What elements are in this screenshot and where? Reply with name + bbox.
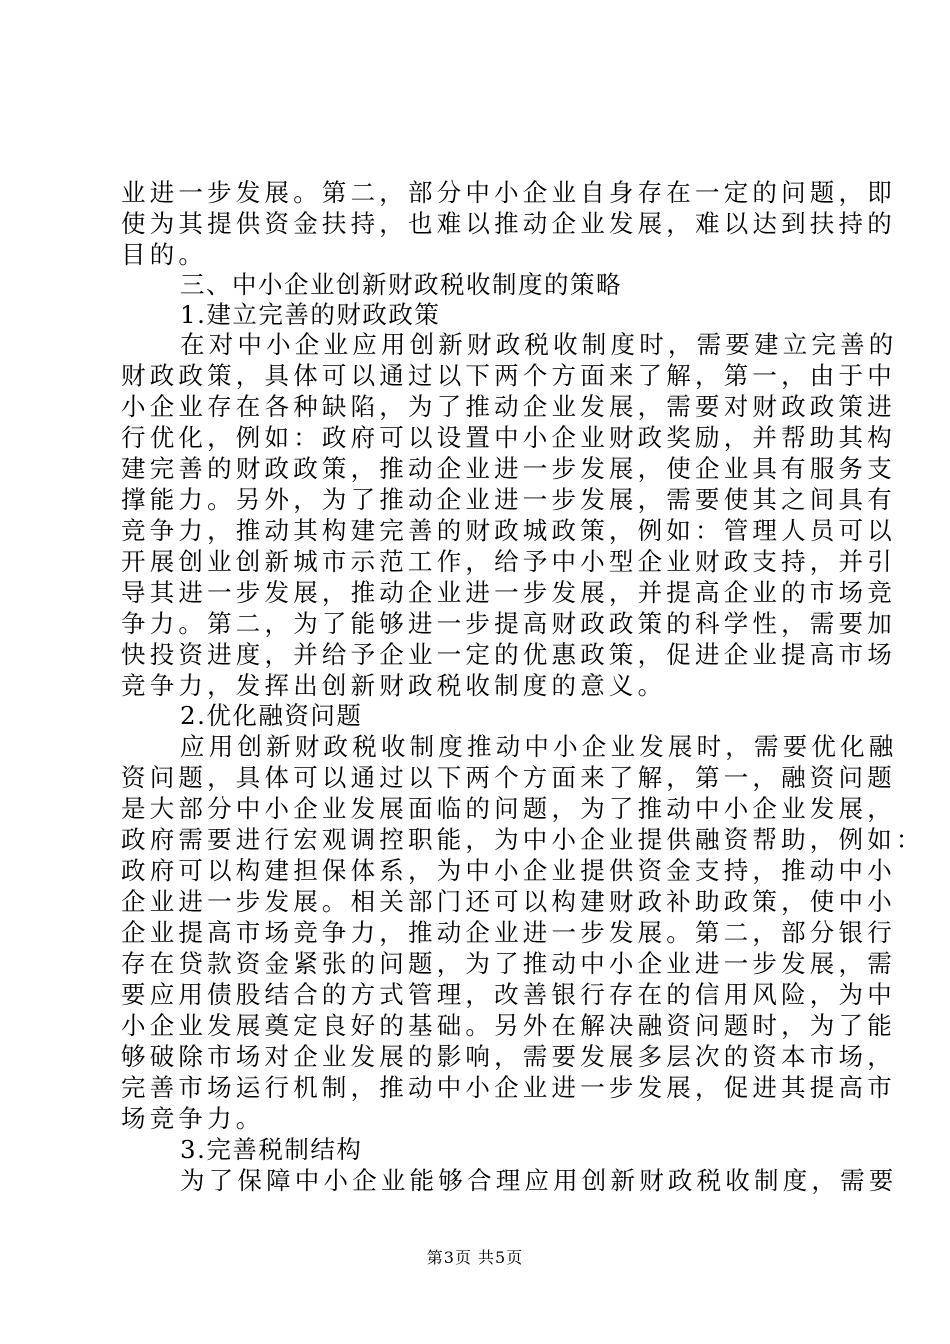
paragraph-2-line-7: 竞争力，推动其构建完善的财政城政策，例如：管理人员可以	[121, 516, 896, 545]
paragraph-3-line-1: 应用创新财政税收制度推动中小企业发展时，需要优化融	[180, 732, 898, 761]
paragraph-2-line-10: 争力。第二，为了能够进一步提高财政政策的科学性，需要加	[121, 609, 896, 638]
paragraph-2-line-1: 在对中小企业应用创新财政税收制度时，需要建立完善的	[180, 330, 898, 359]
paragraph-2-line-2: 财政政策，具体可以通过以下两个方面来了解，第一，由于中	[121, 361, 896, 390]
paragraph-2-line-8: 开展创业创新城市示范工作，给予中小型企业财政支持，并引	[121, 547, 896, 576]
paragraph-3-line-4: 政府需要进行宏观调控职能，为中小企业提供融资帮助，例如：	[121, 825, 925, 854]
paragraph-1-line-3: 目的。	[121, 240, 208, 269]
paragraph-3-line-8: 存在贷款资金紧张的问题，为了推动中小企业进一步发展，需	[121, 949, 896, 978]
paragraph-3-line-2: 资问题，具体可以通过以下两个方面来了解，第一，融资问题	[121, 763, 896, 792]
paragraph-1-line-2: 使为其提供资金扶持，也难以推动企业发展，难以达到扶持的	[121, 209, 896, 238]
paragraph-3-line-13: 场竞争力。	[121, 1104, 265, 1133]
paragraph-3-line-3: 是大部分中小企业发展面临的问题，为了推动中小企业发展，	[121, 794, 896, 823]
paragraph-3-line-12: 完善市场运行机制，推动中小企业进一步发展，促进其提高市	[121, 1073, 896, 1102]
sub-heading-2: 2.优化融资问题	[180, 701, 363, 730]
paragraph-2-line-9: 导其进一步发展，推动企业进一步发展，并提高企业的市场竞	[121, 578, 896, 607]
section-heading: 三、中小企业创新财政税收制度的策略	[180, 270, 622, 299]
paragraph-1-line-1: 业进一步发展。第二，部分中小企业自身存在一定的问题，即	[121, 178, 896, 207]
paragraph-4-line-1: 为了保障中小企业能够合理应用创新财政税收制度，需要	[180, 1166, 898, 1195]
paragraph-3-line-11: 够破除市场对企业发展的影响，需要发展多层次的资本市场，	[121, 1042, 896, 1071]
page-indicator: 第3页 共5页	[426, 1248, 524, 1267]
paragraph-3-line-10: 小企业发展奠定良好的基础。另外在解决融资问题时，为了能	[121, 1011, 896, 1040]
sub-heading-1: 1.建立完善的财政政策	[180, 300, 441, 329]
paragraph-3-line-6: 企业进一步发展。相关部门还可以构建财政补助政策，使中小	[121, 887, 896, 916]
paragraph-2-line-5: 建完善的财政政策，推动企业进一步发展，使企业具有服务支	[121, 454, 896, 483]
paragraph-2-line-3: 小企业存在各种缺陷，为了推动企业发展，需要对财政政策进	[121, 392, 896, 421]
paragraph-2-line-6: 撑能力。另外，为了推动企业进一步发展，需要使其之间具有	[121, 485, 896, 514]
paragraph-2-line-11: 快投资进度，并给予企业一定的优惠政策，促进企业提高市场	[121, 640, 896, 669]
paragraph-3-line-7: 企业提高市场竞争力，推动企业进一步发展。第二，部分银行	[121, 918, 896, 947]
paragraph-2-line-4: 行优化，例如：政府可以设置中小企业财政奖励，并帮助其构	[121, 423, 896, 452]
paragraph-3-line-9: 要应用债股结合的方式管理，改善银行存在的信用风险，为中	[121, 980, 896, 1009]
paragraph-2-line-12: 竞争力，发挥出创新财政税收制度的意义。	[121, 671, 667, 700]
sub-heading-3: 3.完善税制结构	[180, 1135, 363, 1164]
paragraph-3-line-5: 政府可以构建担保体系，为中小企业提供资金支持，推动中小	[121, 856, 896, 885]
